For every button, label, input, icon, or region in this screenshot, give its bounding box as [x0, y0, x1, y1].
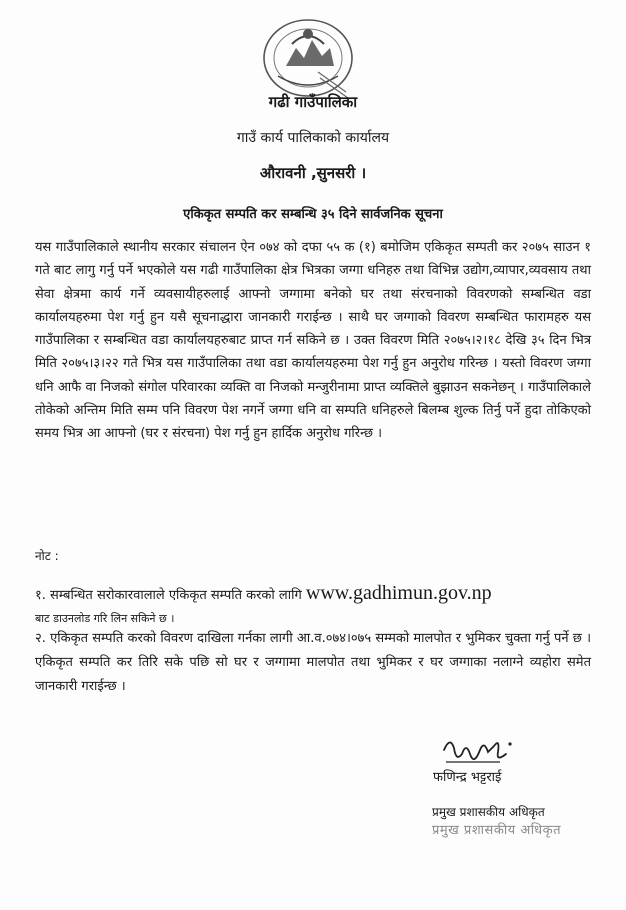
signatory-name: फणिन्द्र भट्टराई	[433, 770, 502, 785]
notice-body: यस गाउँपालिकाले स्थानीय सरकार संचालन ऐन ०७४ को दफा ५५ क (१) बमोजिम एकिकृत सम्पती कर २०७५ साउन १ गते बाट लागु गर्नु पर्ने भएकोले यस गढी गाउँपालिका क्षेत्र भित्रका जग्गा धनिहरु तथा विभिन्न उद्योग,व्यापार,व्यवसाय तथा सेवा क्षेत्रमा कार्य गर्ने व्यवसायीहरुलाई आफ्नो जग्गामा बनेको घर तथा संरचनाको विवरणको सम्बन्धित वडा कार्यालयहरुमा पेश गर्नु हुन यसै सूचनाद्धारा जानकारी गराईन्छ । साथै घर जग्गाको विवरण सम्बन्धित फारामहरु यस गाउँपालिका र सम्बन्धित वडा कार्यालयहरुबाट प्राप्त गर्न सकिने छ । उक्त विवरण मिति २०७५।२।१८ देखि ३५ दिन भित्र मिति २०७५।३।२२ गते भित्र यस गाउँपालिका तथा वडा कार्यालयहरुमा पेश गर्नु हुन अनुरोध गरिन्छ । यस्तो विवरण जग्गा धनि आफै वा निजको संगोल परिवारका व्यक्ति वा निजको मन्जुरीनामा प्राप्त व्यक्तिले बुझाउन सकनेछन् । गाउँपालिकाले तोकेको अन्तिम मिति सम्म पनि विवरण पेश नगर्ने जग्गा धनि वा सम्पति धनिहरुले बिलम्ब शुल्क तिर्नु पर्ने हुदा तोकिएको समय भित्र आ आफ्नो (घर र संरचना) पेश गर्नु हुन हार्दिक अनुरोध गरिन्छ ।	[35, 240, 591, 442]
note-item-1-text: १. सम्बन्धित सरोकारवालाले एकिकृत सम्पति करको लागि	[35, 588, 302, 603]
note-item-1	[35, 582, 595, 605]
signatory-designation: प्रमुख प्रशासकीय अधिकृत	[432, 805, 545, 819]
municipality-name: गढी गाउँपालिका	[268, 93, 358, 111]
website-link[interactable]: www.gadhimun.gov.np	[305, 582, 492, 604]
office-location: औरावनी ,सुनसरी ।	[259, 164, 367, 182]
office-name: गाउँ कार्य पालिकाको कार्यालय	[236, 130, 390, 146]
designation-stamp: प्रमुख प्रशासकीय अधिकृत	[432, 823, 562, 838]
notice-title: एकिकृत सम्पति कर सम्बन्धि ३५ दिने सार्वजनिक सूचना	[183, 207, 443, 222]
handwritten-signature-icon	[440, 732, 535, 772]
note-item-2: २. एकिकृत सम्पति करको विवरण दाखिला गर्नका लागी आ.व.०७४।०७५ सम्मको मालपोत र भुमिकर चुक्ता गर्नु पर्ने छ । एकिकृत सम्पति कर तिरि सके पछि सो घर र जग्गामा मालपोत तथा भुमिकर र घर जग्गाका नलाग्ने व्यहोरा समेत जानकारी गराईन्छ ।	[35, 631, 591, 694]
note-label: नोट :	[35, 549, 59, 563]
note-item-1-sub: बाट डाउनलोड गरि लिन सकिने छ ।	[35, 612, 175, 625]
